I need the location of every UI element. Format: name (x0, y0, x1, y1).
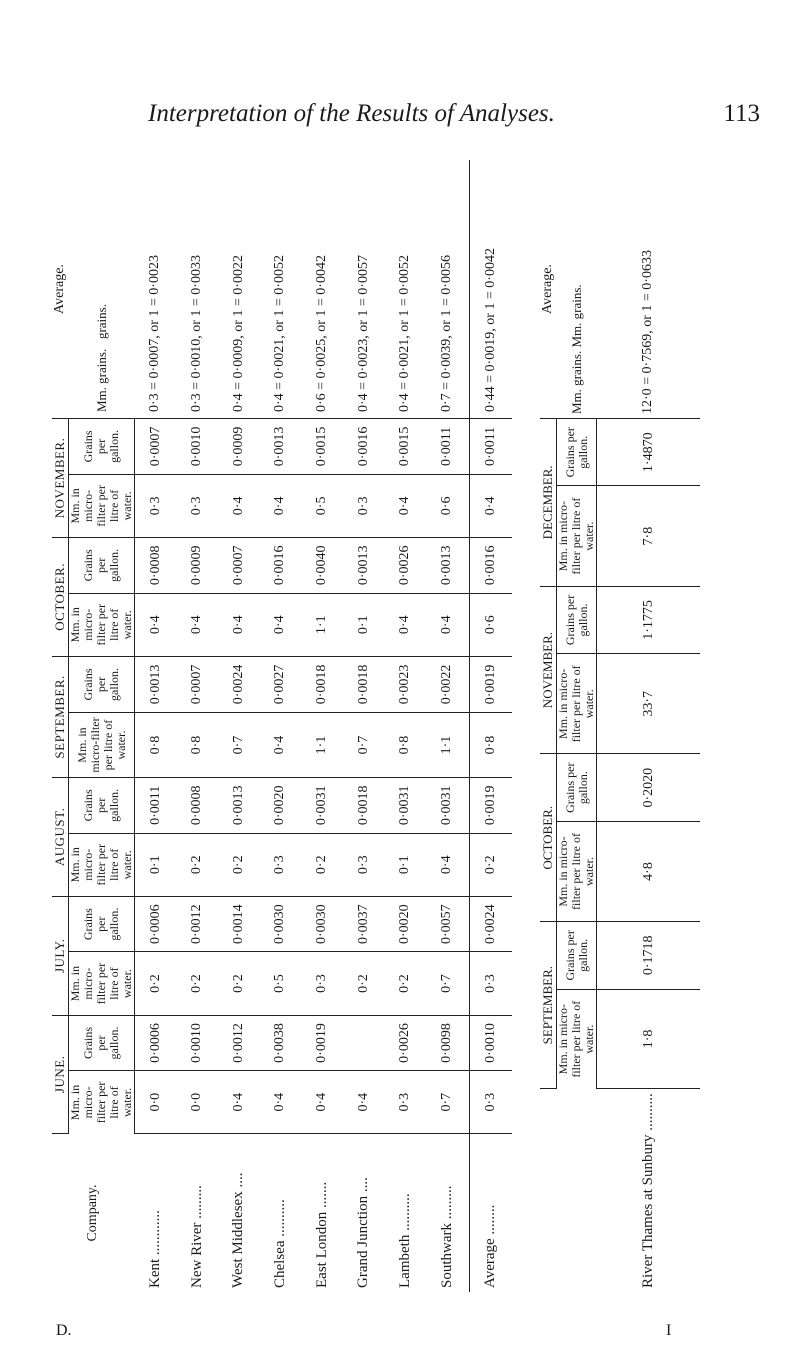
value-cell: 0·2 (218, 952, 260, 1015)
value-cell: 0·0 (135, 1071, 177, 1134)
value-cell: 0·7 (218, 713, 260, 778)
table-row (301, 160, 343, 1292)
location-name: River Thames at Sunbury .......... (639, 1093, 656, 1288)
value-cell: 0·2 (176, 952, 218, 1015)
value-cell: 0·0022 (426, 656, 469, 712)
month-header-august: AUGUST. (52, 777, 69, 896)
value-cell: 0·0024 (218, 656, 260, 712)
value-cell: 0·0013 (426, 537, 469, 593)
average-sub-header: Mm. grains. grains. (69, 160, 135, 419)
page-number: 113 (723, 100, 760, 127)
value-cell: 0·0016 (469, 537, 512, 593)
value-cell: 0·0011 (426, 419, 469, 475)
value-cell: 0·3 (135, 474, 177, 537)
value-cell: 0·0016 (343, 419, 385, 475)
value-cell: 0·2 (135, 952, 177, 1015)
sub-header-per-gallon: Grains per gallon. (69, 656, 135, 712)
value-cell: 0·0013 (343, 537, 385, 593)
sub-header-per-litre: Mm. in micro-filter per litre of water. (69, 833, 135, 896)
value-cell: 0·8 (135, 713, 177, 778)
value-cell: 0·7 (343, 713, 385, 778)
value-cell: 0·0038 (260, 1015, 302, 1071)
value-cell: 0·4 (426, 833, 469, 896)
average-cell: 0·4 = 0·0021, or 1 = 0·0052 (385, 160, 427, 419)
value-cell: 0·0010 (176, 419, 218, 475)
value-cell: 0·0013 (218, 777, 260, 833)
value-cell: 7·8 (597, 486, 701, 586)
company-header: Company. (85, 1184, 101, 1242)
value-cell: 0·0019 (301, 1015, 343, 1071)
value-cell: 0·0018 (343, 777, 385, 833)
table-row (218, 160, 260, 1292)
value-cell: 0·0020 (260, 777, 302, 833)
company-name: Chelsea .......... (271, 1199, 288, 1288)
value-cell: 0·0019 (469, 777, 512, 833)
value-cell: 0·4 (385, 474, 427, 537)
average-cell: 0·3 = 0·0007, or 1 = 0·0023 (135, 160, 177, 419)
sub-header-per-gallon: Grains per gallon. (69, 777, 135, 833)
value-cell: 1·4870 (597, 419, 701, 486)
value-cell: 0·7 (426, 952, 469, 1015)
table-row (343, 160, 385, 1292)
table-row (597, 160, 701, 1292)
value-cell: 0·0030 (301, 896, 343, 952)
value-cell: 0·4 (135, 593, 177, 656)
value-cell: 0·0012 (218, 1015, 260, 1071)
value-cell: 0·0015 (301, 419, 343, 475)
value-cell: 0·3 (343, 474, 385, 537)
value-cell: 0·2 (343, 952, 385, 1015)
sub-header-per-gallon: Grains per gallon. (69, 537, 135, 593)
value-cell: 0·8 (469, 713, 512, 778)
value-cell: 0·0018 (343, 656, 385, 712)
blank-header (540, 1089, 597, 1292)
average-cell: 0·44 = 0·0019, or 1 = 0·0042 (469, 160, 512, 419)
value-cell: 0·0012 (176, 896, 218, 952)
sub-header-per-litre: Mm. in micro-filter per litre of water. (69, 1071, 135, 1134)
value-cell: 0·0007 (176, 656, 218, 712)
value-cell: 0·6 (426, 474, 469, 537)
value-cell: 0·8 (385, 713, 427, 778)
value-cell: 0·3 (301, 952, 343, 1015)
sub-header-per-gallon: Grains per gallon. (69, 1015, 135, 1071)
signature-mark-left: D. (56, 1322, 72, 1339)
value-cell: 0·0011 (469, 419, 512, 475)
sub-header-per-gallon: Grains per gallon. (69, 896, 135, 952)
sub-header-per-litre: Mm. in micro-filter per litre of water. (557, 821, 597, 921)
value-cell: 0·0006 (135, 896, 177, 952)
month-header-june: JUNE. (52, 1015, 69, 1133)
table-row (135, 160, 177, 1292)
value-cell: 0·0098 (426, 1015, 469, 1071)
value-cell: 0·4 (218, 1071, 260, 1134)
value-cell: 0·0026 (385, 537, 427, 593)
value-cell: 0·3 (176, 474, 218, 537)
value-cell: 0·0018 (301, 656, 343, 712)
sub-header-per-gallon: Grains per gallon. (69, 419, 135, 475)
main-analysis-table (52, 160, 512, 1292)
table-row (426, 160, 469, 1292)
value-cell (343, 1015, 385, 1071)
value-cell: 1·1 (426, 713, 469, 778)
company-name: Southwark ......... (438, 1185, 455, 1288)
value-cell: 0·7 (426, 1071, 469, 1134)
value-cell: 0·0015 (385, 419, 427, 475)
table-row (260, 160, 302, 1292)
value-cell: 1·1775 (597, 586, 701, 653)
value-cell: 0·0007 (135, 419, 177, 475)
value-cell: 0·4 (343, 1071, 385, 1134)
value-cell: 0·0027 (260, 656, 302, 712)
value-cell: 0·0007 (218, 537, 260, 593)
company-name: East London ....... (313, 1181, 330, 1288)
page-title: Interpretation of the Results of Analyses. (148, 100, 555, 127)
value-cell: 0·3 (469, 952, 512, 1015)
month-header-november: NOVEMBER. (540, 586, 557, 754)
average-cell: 0·7 = 0·0039, or 1 = 0·0056 (426, 160, 469, 419)
page-header (40, 100, 760, 140)
value-cell: 0·3 (385, 1071, 427, 1134)
value-cell: 0·0010 (176, 1015, 218, 1071)
average-cell: 12·0 = 0·7569, or 1 = 0·0633 (597, 160, 701, 419)
sub-header-per-gallon: Grains per gallon. (557, 922, 597, 989)
month-header-december: DECEMBER. (540, 419, 557, 587)
value-cell: 0·0009 (176, 537, 218, 593)
value-cell: 0·5 (260, 952, 302, 1015)
company-name: Grand Junction .... (355, 1177, 372, 1288)
sub-header-per-litre: Mm. in micro-filter per litre of water. (557, 654, 597, 754)
value-cell: 0·6 (469, 593, 512, 656)
sub-header-per-litre: Mm. in micro-filter per litre of water. (69, 952, 135, 1015)
month-header-october: OCTOBER. (52, 537, 69, 656)
value-cell: 0·0023 (385, 656, 427, 712)
value-cell: 0·0008 (135, 537, 177, 593)
value-cell: 0·4 (260, 1071, 302, 1134)
value-cell: 0·0030 (260, 896, 302, 952)
value-cell: 0·0 (176, 1071, 218, 1134)
value-cell: 0·1 (135, 833, 177, 896)
value-cell: 0·2 (301, 833, 343, 896)
value-cell: 1·8 (597, 989, 701, 1089)
value-cell: 0·1 (343, 593, 385, 656)
average-header: Average. (540, 160, 557, 419)
value-cell: 0·0011 (135, 777, 177, 833)
company-name: New River ......... (188, 1185, 205, 1288)
month-header-november: NOVEMBER. (52, 419, 69, 538)
value-cell: 0·0006 (135, 1015, 177, 1071)
sub-header-per-litre: Mm. in micro-filter per litre of water. (69, 593, 135, 656)
value-cell: 0·4 (260, 593, 302, 656)
river-thames-table (540, 160, 700, 1292)
sub-header-per-gallon: Grains per gallon. (557, 419, 597, 486)
value-cell: 0·4 (469, 474, 512, 537)
month-header-september: SEPTEMBER. (540, 922, 557, 1089)
sub-header-per-gallon: Grains per gallon. (557, 586, 597, 653)
month-header-july: JULY. (52, 896, 69, 1015)
value-cell: 4·8 (597, 821, 701, 921)
value-cell: 0·3 (469, 1071, 512, 1134)
value-cell: 0·8 (176, 713, 218, 778)
month-header-october: OCTOBER. (540, 754, 557, 922)
value-cell: 0·0057 (426, 896, 469, 952)
value-cell: 0·1718 (597, 922, 701, 989)
sub-header-per-litre: Mm. in micro-filter per litre of water. (69, 474, 135, 537)
value-cell: 0·3 (260, 833, 302, 896)
value-cell: 0·0031 (426, 777, 469, 833)
value-cell: 0·4 (426, 593, 469, 656)
average-cell: 0·4 = 0·0023, or 1 = 0·0057 (343, 160, 385, 419)
average-row (469, 160, 512, 1292)
company-name: Average ........ (469, 1134, 512, 1293)
company-name: West Middlesex .... (230, 1172, 247, 1288)
average-cell: 0·3 = 0·0010, or 1 = 0·0033 (176, 160, 218, 419)
average-cell: 0·6 = 0·0025, or 1 = 0·0042 (301, 160, 343, 419)
value-cell: 0·0013 (135, 656, 177, 712)
value-cell: 0·4 (301, 1071, 343, 1134)
value-cell: 0·2 (176, 833, 218, 896)
value-cell: 0·4 (218, 593, 260, 656)
value-cell: 33·7 (597, 654, 701, 754)
value-cell: 1·1 (301, 593, 343, 656)
value-cell: 0·4 (260, 713, 302, 778)
value-cell: 0·0016 (260, 537, 302, 593)
value-cell: 0·0024 (469, 896, 512, 952)
value-cell: 0·2 (218, 833, 260, 896)
value-cell: 0·0040 (301, 537, 343, 593)
value-cell: 0·0031 (301, 777, 343, 833)
value-cell: 0·2020 (597, 754, 701, 821)
value-cell: 0·1 (385, 833, 427, 896)
value-cell: 0·2 (385, 952, 427, 1015)
value-cell: 0·0014 (218, 896, 260, 952)
value-cell: 0·2 (469, 833, 512, 896)
sub-header-per-gallon: Grains per gallon. (557, 754, 597, 821)
value-cell: 0·0009 (218, 419, 260, 475)
table-row (176, 160, 218, 1292)
sub-header-per-litre: Mm. in micro-filter per litre of water. (69, 713, 135, 778)
value-cell: 0·0037 (343, 896, 385, 952)
value-cell: 0·4 (260, 474, 302, 537)
value-cell: 0·0013 (260, 419, 302, 475)
average-cell: 0·4 = 0·0009, or 1 = 0·0022 (218, 160, 260, 419)
sub-header-per-litre: Mm. in micro-filter per litre of water. (557, 989, 597, 1089)
value-cell: 0·0010 (469, 1015, 512, 1071)
value-cell: 0·0008 (176, 777, 218, 833)
average-cell: 0·4 = 0·0021, or 1 = 0·0052 (260, 160, 302, 419)
company-name: Kent ............ (146, 1210, 163, 1288)
value-cell: 0·4 (176, 593, 218, 656)
sub-header-per-litre: Mm. in micro-filter per litre of water. (557, 486, 597, 586)
company-name: Lambeth .......... (396, 1193, 413, 1288)
value-cell: 0·4 (218, 474, 260, 537)
value-cell: 0·0020 (385, 896, 427, 952)
value-cell: 0·0019 (469, 656, 512, 712)
value-cell: 0·0026 (385, 1015, 427, 1071)
value-cell: 0·4 (385, 593, 427, 656)
average-sub-header: Mm. grains. Mm. grains. (557, 160, 597, 419)
main-table-body (135, 160, 513, 1292)
table-row (385, 160, 427, 1292)
average-header: Average. (52, 160, 69, 419)
month-header-september: SEPTEMBER. (52, 656, 69, 777)
value-cell: 0·5 (301, 474, 343, 537)
value-cell: 0·0031 (385, 777, 427, 833)
value-cell: 0·3 (343, 833, 385, 896)
value-cell: 1·1 (301, 713, 343, 778)
signature-mark-right: I (666, 1322, 672, 1339)
